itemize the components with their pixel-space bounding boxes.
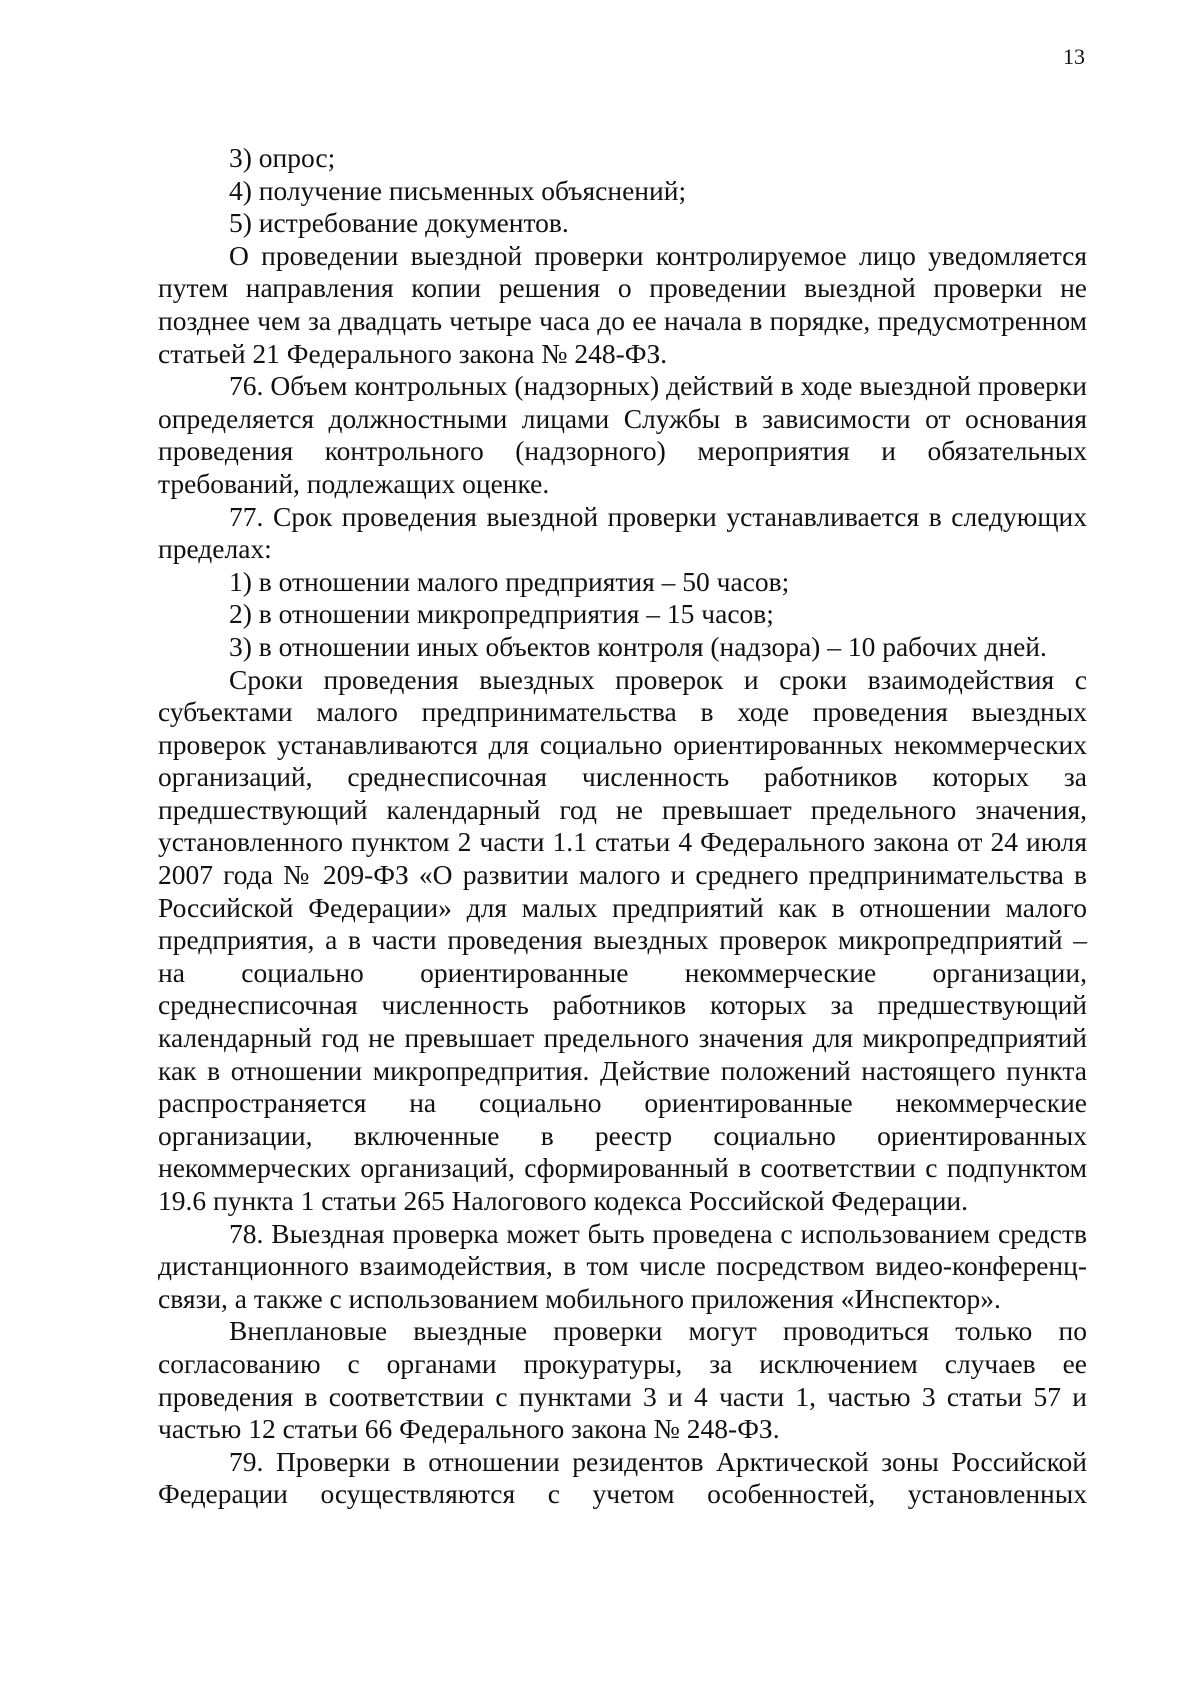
paragraph-79: 79. Проверки в отношении резидентов Арктической зоны Российской Федерации осуществляются с учетом особенностей, установленных bbox=[158, 1445, 1087, 1510]
document-body bbox=[158, 142, 1087, 1511]
paragraph-77: 77. Срок проведения выездной проверки устанавливается в следующих пределах: bbox=[158, 500, 1087, 565]
list-item-micro-enterprise: 2) в отношении микропредприятия – 15 часов; bbox=[229, 598, 774, 630]
list-item-survey: 3) опрос; bbox=[229, 142, 336, 173]
list-item-written-explanations: 4) получение письменных объяснений; bbox=[229, 174, 687, 206]
paragraph-76: 76. Объем контрольных (надзорных) действий в ходе выездной проверки определяется должностными лицами Службы в зависимости от основания проведения контрольного (надзорного) мероприятия и обязательных требований, подлежащих оценке. bbox=[158, 370, 1087, 499]
paragraph-78: 78. Выездная проверка может быть проведена с использованием средств дистанционного взаимодействия, в том числе посредством видео-конференц-связи, а также с использованием мобильного приложения «Инспектор». bbox=[158, 1217, 1087, 1314]
list-item-other-objects: 3) в отношении иных объектов контроля (надзора) – 10 рабочих дней. bbox=[229, 630, 1047, 662]
list-item-document-request: 5) истребование документов. bbox=[229, 207, 569, 239]
paragraph-unscheduled-inspections: Внеплановые выездные проверки могут проводиться только по согласованию с органами прокуратуры, за исключением случаев ее проведения в соответствии с пунктами 3 и 4 части 1, частью 3 статьи 57 и частью 12 статьи 66 Федерального закона № 248-ФЗ. bbox=[158, 1315, 1087, 1445]
page-number: 13 bbox=[1063, 44, 1085, 69]
paragraph-deadlines: Сроки проведения выездных проверок и сроки взаимодействия с субъектами малого предпринимательства в ходе проведения выездных проверок устанавливаются для социально ориентированных некоммерческих организаций, среднесписочная численность работников которых за предшествующий календарный год не превышает предельного значения, установленного пунктом 2 части 1.1 статьи 4 Федерального закона от 24 июля 2007 года № 209-ФЗ «О развитии малого и среднего предпринимательства в Российской Федерации» для малых предприятий как в отношении малого предприятия, а в части проведения выездных проверок микропредприятий – на социально ориентированные некоммерческие организации, среднесписочная численность работников которых за предшествующий календарный год не превышает предельного значения для микропредприятий как в отношении микропредпрития. Действие положений настоящего пункта распространяется на социально ориентированные некоммерческие организации, включенные в реестр социально ориентированных некоммерческих организаций, сформированный в соответствии с подпунктом 19.6 пункта 1 статьи 265 Налогового кодекса Российской Федерации. bbox=[158, 663, 1087, 1216]
list-item-small-enterprise: 1) в отношении малого предприятия – 50 часов; bbox=[229, 565, 790, 597]
paragraph-notification: О проведении выездной проверки контролируемое лицо уведомляется путем направления копии решения о проведении выездной проверки не позднее чем за двадцать четыре часа до ее начала в порядке, предусмотренном статьей 21 Федерального закона № 248-ФЗ. bbox=[158, 239, 1087, 369]
